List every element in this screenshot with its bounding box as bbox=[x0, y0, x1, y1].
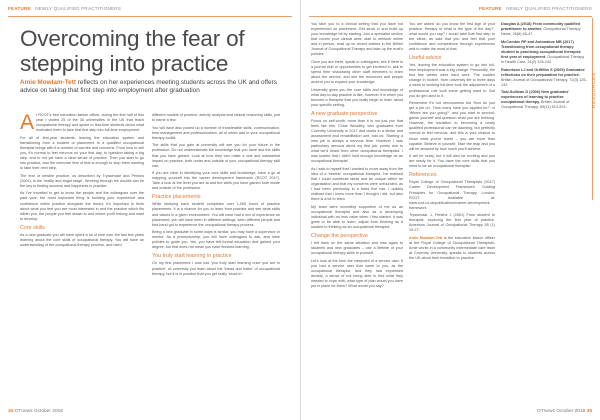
header-rule bbox=[8, 16, 292, 17]
body-paragraph: Focus on self-worth, more than it is not just you that feels like this. Chloe Woodley, who graduated from Coventry University in 2017 and works in a stroke and assessment and rehabilitation unit, told us: 'Starting a new job is always a nervous time. However I was particularly nervous about my first job, purely due to what we'd heard from other occupational therapists. I was scared that I didn't hold enough knowledge as an occupational therapist. bbox=[311, 118, 403, 164]
body-paragraph: Once you are there, speak to colleagues; see if there is a journal club or opportunities to get involved in, ask to spend time shadowing other staff members to learn about the service, and see the resources and people around you to expand your knowledge. bbox=[311, 59, 403, 85]
standfirst-text: reflects on her experiences meeting students across the UK and offers advice on taking that first step into employment after graduation bbox=[20, 79, 277, 95]
subheading-practice-placements: Practice placements bbox=[152, 194, 201, 201]
body-paragraph: You will have also picked up a number of transferable skills, communication, time management and professionalism, all of which add to your occupational therapy toolkit. bbox=[152, 125, 280, 140]
body-paragraph: different models of practice, activity analysis and clinical reasoning skills, just to name a few. bbox=[152, 113, 280, 123]
page-number: 34 bbox=[8, 409, 14, 414]
bio-name: Amie Mowlam-Tett bbox=[409, 236, 443, 241]
right-column-2 bbox=[409, 22, 495, 406]
resources-list bbox=[501, 22, 587, 113]
body-paragraph: On my first placement I was told 'you truly start learning once you are in practice'. At university you learn about the 'bread and butter' of occupational therapy, but it is in practice that you get really 'stuck in'. bbox=[152, 261, 280, 276]
body-paragraph: The fear of newbie practice, as described by Tryssenaar and Perkins (2001), is the 'reality and angst stage'. Working through the doubts can be the key to finding success and happiness in practice. bbox=[20, 173, 144, 188]
article-title: Overcoming the fear of stepping into practice bbox=[20, 26, 245, 76]
drop-cap: A bbox=[20, 113, 35, 134]
body-paragraph: I felt back on the same situation and was again to students and new graduates – use a lifetime of your occupational therapy skills in yourself. bbox=[311, 241, 403, 256]
body-paragraph: You take you to a clinical setting that you have not experienced on placement. Get stuck in and build up your knowledge bit by starting. Join a specialist section that covers your clinical area, start to network online and in person, read up on recent articles in the British Journal of Occupational Therapy and take up the trust's policies. bbox=[311, 22, 403, 57]
page-number: 35 bbox=[586, 409, 592, 414]
body-paragraph: Let's look at the form the viewpoint of a service user. If you had a service user that came to you, as the occupational therapist, and they had expressed anxiety, a sense of not being able to find what they needed to cope with, what type of plan would you have put in place for them? What would you say? bbox=[311, 258, 403, 289]
feature-label: FEATURE bbox=[478, 6, 502, 11]
page-folio bbox=[8, 409, 63, 414]
resource-item: Toal-Sullivan D (2006) New graduates' experiences of learning to practise occupational therapy. British Journal of Occupational Therapy, 69(11) 513-524. bbox=[501, 90, 570, 110]
resources-label: RESOURCES bbox=[592, 72, 597, 108]
standfirst bbox=[20, 79, 290, 95]
resource-item: Robertson LJ and Griffiths S (2009) Graduates' reflections on their preparation for practice. British Journal of Occupational Therapy, 72(3) 125-132. bbox=[501, 67, 587, 87]
subheading-references: References bbox=[409, 172, 437, 179]
bio-text: is the education liaison officer at the Royal College of Occupational Therapists. Amie works in a community intermediate care team at Coventry University, speaks to students across the UK about their transition to practice. bbox=[409, 236, 495, 261]
subheading-change-perspective: Change the perspective bbox=[311, 233, 368, 240]
header-rule bbox=[309, 16, 592, 17]
resources-tab bbox=[591, 48, 599, 108]
resource-item: McCombie RP and Antonakos MB (2017) Transitioning from occupational therapy student to practising occupational therapist: first year of employment. Occupational Therapy in Health Care, 31(2) 126-142. bbox=[501, 39, 585, 64]
body-paragraph: It will be scary, but it will also be exciting and you are ready for it. You have the core skills that you need to be an occupational therapist! bbox=[409, 154, 495, 169]
section-label: NEWLY QUALIFIED PRACTITIONERS bbox=[506, 6, 592, 11]
reference-item: Tryssenaar J, Perkins J (2001) From student to therapist: exploring the first year of practice. American Journal of Occupational Therapy 55 (1) 19-27. bbox=[409, 213, 495, 233]
magazine-issue: OTnews October 2018 bbox=[537, 409, 586, 414]
page-folio bbox=[537, 409, 592, 414]
section-label: NEWLY QUALIFIED PRACTITIONERS bbox=[35, 6, 122, 11]
body-paragraph: If you are clear in identifying your core skills and knowledge, have a go at mapping yourself into the career development framework (RCOT 2017). Take a look at the level you are at and the skills you have gained both inside and outside of the profession. bbox=[152, 171, 280, 191]
body-paragraph: While studying each student completes over 1,000 hours of practice placements. It is a chance for you to learn from practice and see what skills and values in a given environment. You will have had a mix of experience on placement; you will have been in different settings, seen different people and first-hand got to experience the occupational therapy process. bbox=[152, 202, 280, 227]
feature-label: FEATURE bbox=[8, 6, 31, 11]
body-paragraph: Being a new graduate in some ways is similar, you may have a supervisor or mentor. As a preceptorship, you will have colleagues to ask, and have policies to guide you. Yes, you have left formal education and gained your degree, but that does not mean you have finished learning. bbox=[152, 230, 280, 250]
magazine-issue: OTnews October 2018 bbox=[14, 409, 63, 414]
body-paragraph: University gives you the core skills and knowledge of what day-to-day practice is like, however it is when you become a therapist that you really begin to learn about your specific setting. bbox=[311, 87, 403, 107]
subheading-start-learning: You truly start learning in practice bbox=[152, 253, 232, 260]
body-paragraph: The skills that you gain at university will see you for your future in the profession. Do not underestimate the knowledge that you have and the skills that you have gained. Look at how they can make a real and substantial impact on practice, both under and outside of your occupational therapy skill role. bbox=[152, 143, 280, 168]
body-paragraph: As I said to myself that I wanted to move away from the idea of a 'newbie' occupational therapist, I've realised that I could contribute ideas and be unique within an organisation and that my concerns were unfounded, as I had been previously in a band five role. I quickly realised that I knew more than I thought I did, but also there is a lot to learn. bbox=[311, 166, 403, 202]
left-column-1 bbox=[20, 113, 144, 403]
body-paragraph: Yes, leaving the education system to go into full-time employment was a big change. Personally, the first few weeks were hard work. The sudden change in routine, from university life to three days a week to working full-time took the adjustment of a professional role took some getting used to. But you do get used to it. bbox=[409, 63, 495, 98]
body-paragraph: You are asked 'do you know the first sign of your practice, therapy or what is the type of the day?', what would you say? I would take that first step to the ideas, as said that you and feel that your confidence and competence through experiences and to make the most of that. bbox=[409, 22, 495, 52]
right-page bbox=[300, 0, 600, 420]
intro-paragraph: At RCOT's free education liaison officer, during the first half of this year I visited 25 of the 30 universities in the UK that teach occupational therapy and spoke to first-time students about what motivated them to take that first step into full-time employment. bbox=[20, 113, 144, 134]
body-paragraph: For all of first-year students, leaving the education system and transitioning from a student or placement to a qualified occupational therapist brings with it a number of worries and concerns. From how to sell you, it's normal to feel nervous on your first day, to question taking a big step, and to not yet have a clear sense of practice. Then you start to go into practice, and the unknown fear of that is enough to stop them wanting to take their next step. bbox=[20, 135, 144, 171]
subheading-core-skills: Core skills bbox=[20, 224, 45, 231]
left-column-2 bbox=[152, 113, 280, 403]
body-paragraph: As a new graduate you will have spent a lot of time over the last few years learning about the core skills of occupational therapy. You will have an understanding of the occupational therapy process, and used bbox=[20, 232, 144, 247]
subheading-useful-advice: Useful advice bbox=[409, 55, 442, 62]
resource-item: Douglas A (2018) From community qualified practitioner to another. Occupational Therapy News, 26(6) 46-47. bbox=[501, 22, 581, 37]
body-paragraph: My team were incredibly supportive of me as an occupational therapist and also as a developing individual with no less value when I first started. It was great to be able to learn, adjust from thinking as a student to thinking as an occupational therapist. bbox=[311, 204, 403, 230]
author-name: Amie Mowlam-Tett bbox=[20, 79, 76, 86]
reference-item: Royal College of Occupational Therapists (2017) Career Development Framework: Guiding Principles for Occupational Therapy. London: RCOT. Available at: www.rcot.co.uk/publications/career-development-framework bbox=[409, 180, 495, 210]
author-bio bbox=[409, 236, 495, 261]
right-column-1 bbox=[311, 22, 403, 406]
body-paragraph: As I've travelled to get to know the people and the colleagues over the past year, the most important thing is building your experience and confidence within practice alongside the theory. It's important to think about what you feel you are most interested in and the practice which fits within you, the people you feel drawn to and where you'll belong and want to develop. bbox=[20, 191, 144, 221]
body-paragraph: Remember it's not nervousness but 'How do you get a job on', 'How many have you applied for?' or 'Where are you going?', and you start to second-guess yourself and question what you are thinking. However, the transition to becoming a newly qualified professional can be daunting, but perfectly normal to feel nervous, and this is your chance to show what you've learnt – you are more than capable. Believe in yourself. Take the leap and you will be amazed by how much you'll achieve. bbox=[409, 101, 495, 151]
resources-box bbox=[501, 18, 597, 200]
subheading-new-graduate: A new graduate perspective bbox=[311, 110, 378, 117]
